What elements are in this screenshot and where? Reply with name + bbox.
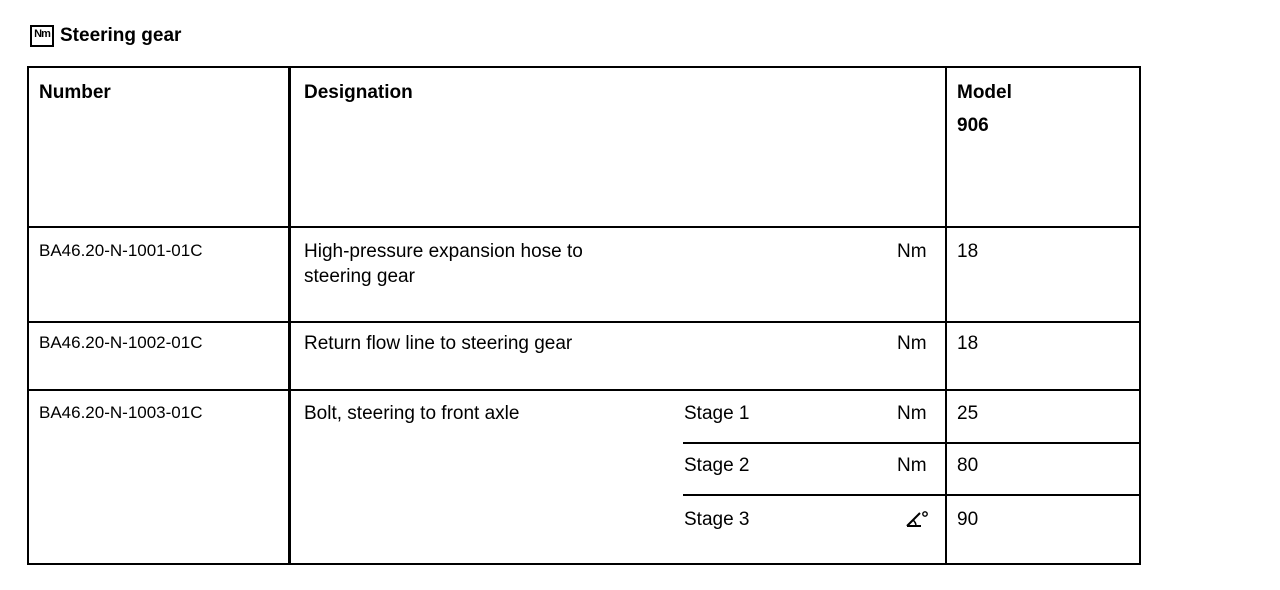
stage-label: Stage 1 <box>684 403 750 424</box>
stage-divider <box>683 442 1139 444</box>
row-divider <box>29 226 1139 228</box>
stage-value: 80 <box>957 455 979 476</box>
torque-table <box>27 66 1141 565</box>
torque-nm-icon: Nm <box>30 25 54 47</box>
row-divider <box>29 321 1139 323</box>
section-title: Steering gear <box>60 25 182 46</box>
stage-value: 25 <box>957 403 979 424</box>
row-value: 18 <box>957 333 979 354</box>
header-model-value: 906 <box>957 115 989 136</box>
stage-unit: Nm <box>897 403 927 424</box>
row-number: BA46.20-N-1003-01C <box>39 403 203 422</box>
row-designation: Return flow line to steering gear <box>304 333 573 354</box>
row-designation: steering gear <box>304 266 415 287</box>
row-number: BA46.20-N-1001-01C <box>39 241 203 260</box>
row-unit: Nm <box>897 241 927 262</box>
row-unit: Nm <box>897 333 927 354</box>
column-divider <box>945 68 947 563</box>
row-designation: High-pressure expansion hose to <box>304 241 583 262</box>
stage-label: Stage 3 <box>684 509 750 530</box>
stage-value: 90 <box>957 509 979 530</box>
header-designation: Designation <box>304 82 413 103</box>
stage-divider <box>683 494 1139 496</box>
row-designation: Bolt, steering to front axle <box>304 403 520 424</box>
row-value: 18 <box>957 241 979 262</box>
column-divider <box>288 68 291 563</box>
row-number: BA46.20-N-1002-01C <box>39 333 203 352</box>
stage-unit: Nm <box>897 455 927 476</box>
row-divider <box>29 389 1139 391</box>
header-model: Model <box>957 82 1012 103</box>
header-number: Number <box>39 82 111 103</box>
stage-label: Stage 2 <box>684 455 750 476</box>
section-title-row <box>30 22 181 50</box>
angle-degree-icon <box>905 509 929 529</box>
